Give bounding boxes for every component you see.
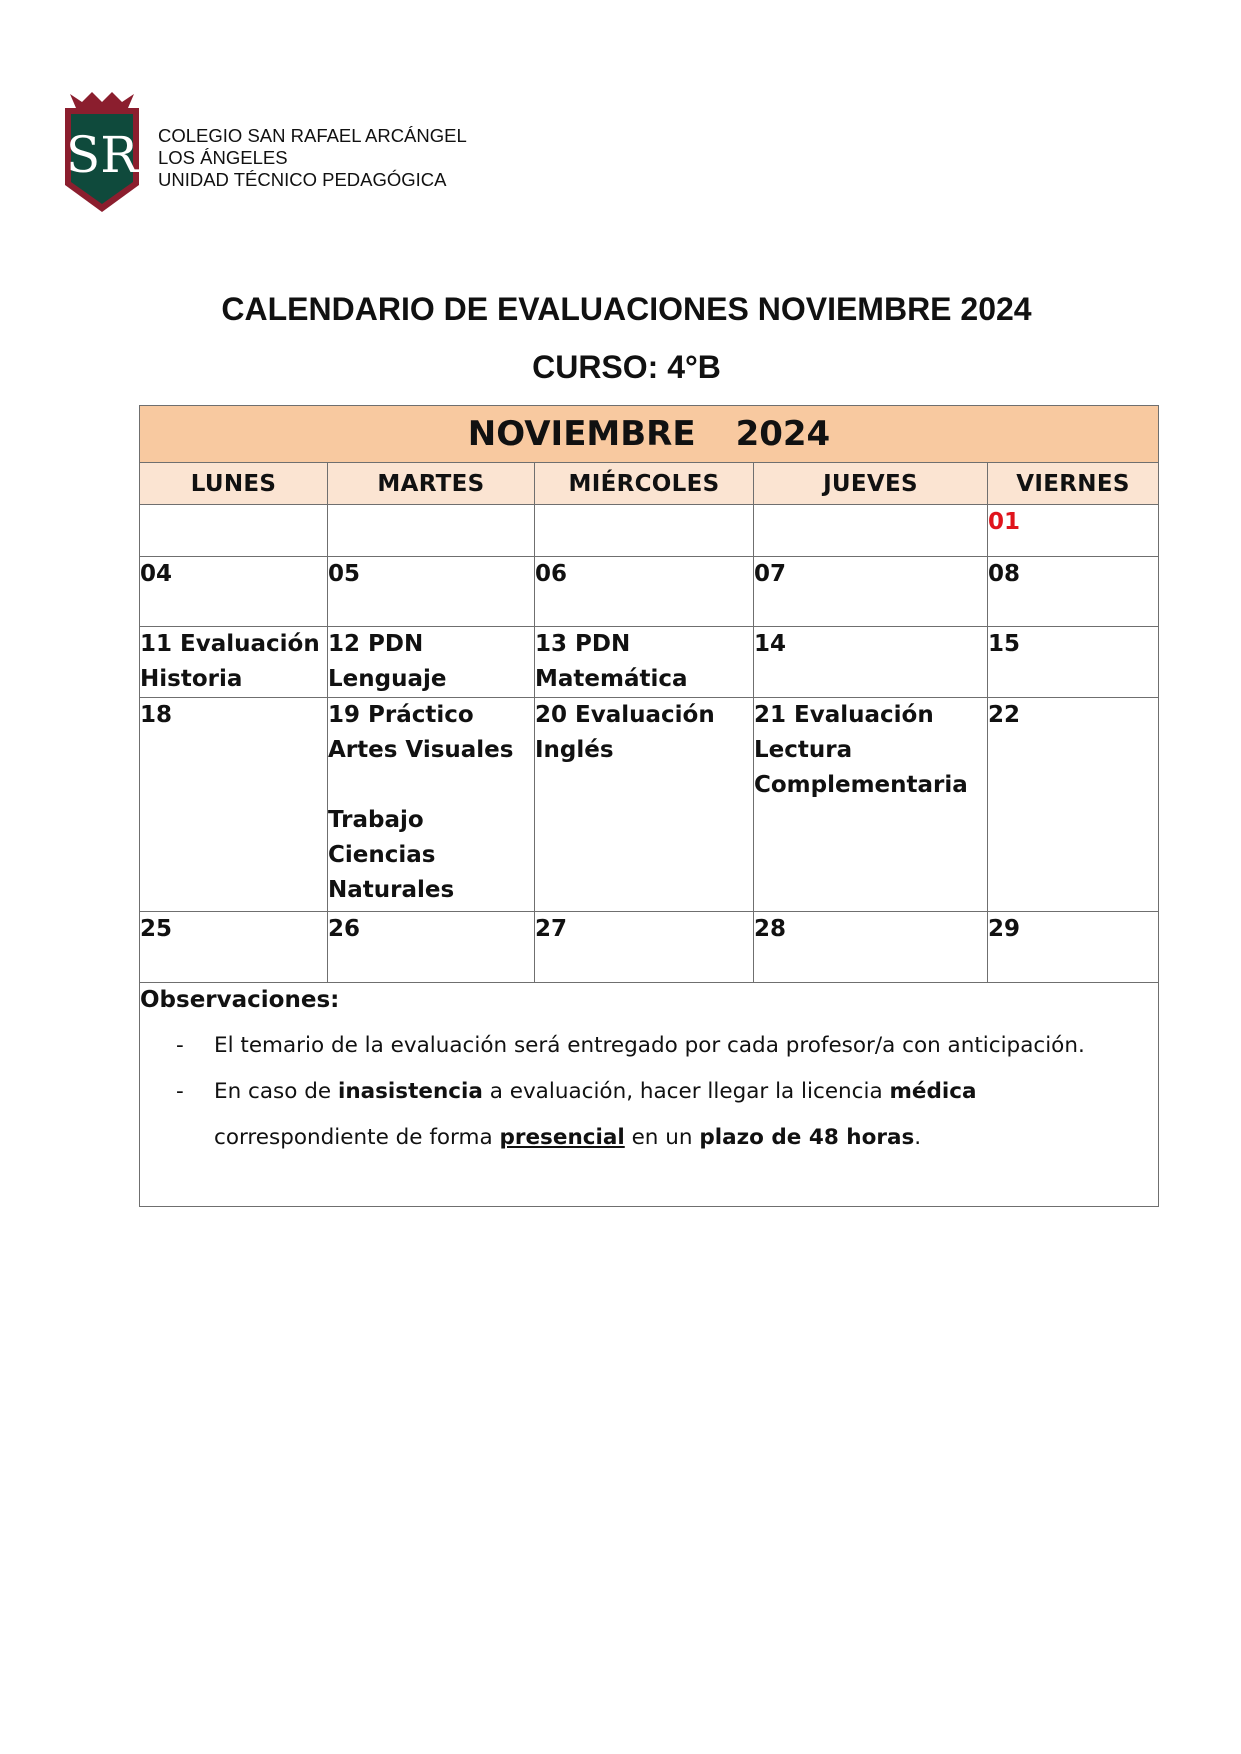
week-row (140, 627, 1159, 698)
day-cell-14 (754, 627, 988, 698)
observation-item (140, 1023, 1158, 1069)
day-cell-05 (328, 557, 535, 627)
day-number: 25 (140, 916, 173, 942)
day-cell-26 (328, 912, 535, 983)
observation-underlined-presencial: presencial (499, 1125, 625, 1150)
event-spacer (328, 768, 534, 803)
school-unit: UNIDAD TÉCNICO PEDAGÓGICA (158, 169, 447, 190)
month-header (140, 406, 1159, 463)
event-line: 20 Evaluación (535, 702, 715, 728)
day-number-holiday: 01 (988, 509, 1021, 535)
school-city: LOS ÁNGELES (158, 147, 288, 168)
observation-bold-absence: inasistencia (337, 1079, 483, 1104)
day-cell (140, 505, 328, 557)
weekday-friday: VIERNES (988, 463, 1159, 505)
weekday-monday: LUNES (140, 463, 328, 505)
observation-bold-deadline: plazo de 48 horas (699, 1125, 915, 1150)
event-line: 11 Evaluación (140, 631, 320, 657)
week-row (140, 912, 1159, 983)
day-cell-19 (328, 698, 535, 912)
day-cell-21 (754, 698, 988, 912)
day-cell (754, 505, 988, 557)
day-cell-06 (535, 557, 754, 627)
day-cell-12 (328, 627, 535, 698)
month-name: NOVIEMBRE (467, 414, 696, 454)
observation-text: El temario de la evaluación será entregado por cada profesor/a con anticipación. (214, 1033, 1085, 1058)
observation-bold-medical: médica (889, 1079, 977, 1104)
school-info (158, 125, 518, 191)
month-year: 2024 (735, 414, 831, 454)
weekday-thursday: JUEVES (754, 463, 988, 505)
day-cell-27 (535, 912, 754, 983)
day-number: 08 (988, 561, 1021, 587)
day-cell-07 (754, 557, 988, 627)
week-row (140, 698, 1159, 912)
day-cell-13 (535, 627, 754, 698)
day-number: 04 (140, 561, 173, 587)
weekday-wednesday: MIÉRCOLES (535, 463, 754, 505)
day-number: 18 (140, 702, 173, 728)
observation-text-part: . (914, 1125, 922, 1150)
observations-box (140, 983, 1159, 1207)
observation-item (140, 1069, 1158, 1161)
school-name: COLEGIO SAN RAFAEL ARCÁNGEL (158, 125, 467, 146)
observations-title: Observaciones: (140, 987, 340, 1013)
day-cell-01 (988, 505, 1159, 557)
event-line: Artes Visuales (328, 737, 514, 763)
event-line: 13 PDN (535, 631, 631, 657)
event-line: 21 Evaluación (754, 702, 934, 728)
day-cell (535, 505, 754, 557)
day-cell-28 (754, 912, 988, 983)
day-number: 05 (328, 561, 361, 587)
observation-text-part: correspondiente de forma (214, 1125, 500, 1150)
event-line: 12 PDN (328, 631, 424, 657)
event-line: Naturales (328, 877, 455, 903)
observation-text-part: en un (624, 1125, 700, 1150)
day-number: 07 (754, 561, 787, 587)
event-line: Lectura (754, 737, 853, 763)
day-cell-20 (535, 698, 754, 912)
day-cell-22 (988, 698, 1159, 912)
svg-text:SR: SR (66, 126, 138, 184)
day-cell-08 (988, 557, 1159, 627)
day-number: 14 (754, 631, 787, 657)
day-cell-29 (988, 912, 1159, 983)
day-cell-18 (140, 698, 328, 912)
day-number: 15 (988, 631, 1021, 657)
event-line: Matemática (535, 666, 688, 692)
observation-text-part: a evaluación, hacer llegar la licencia (482, 1079, 890, 1104)
school-crest-logo (62, 90, 142, 215)
day-number: 27 (535, 916, 568, 942)
day-cell-11 (140, 627, 328, 698)
day-number: 29 (988, 916, 1021, 942)
observations-list (140, 1023, 1158, 1161)
event-line: Complementaria (754, 772, 968, 798)
day-number: 06 (535, 561, 568, 587)
day-cell (328, 505, 535, 557)
course-label: CURSO: 4°B (532, 349, 721, 385)
day-cell-25 (140, 912, 328, 983)
week-row (140, 557, 1159, 627)
event-line: Trabajo (328, 807, 424, 833)
event-line: Historia (140, 666, 243, 692)
day-number: 28 (754, 916, 787, 942)
bullet-dash: - (176, 1033, 184, 1058)
bullet-dash: - (176, 1079, 184, 1104)
day-number: 22 (988, 702, 1021, 728)
week-row (140, 505, 1159, 557)
observation-text-part: En caso de (214, 1079, 338, 1104)
day-cell-15 (988, 627, 1159, 698)
event-line: 19 Práctico (328, 702, 474, 728)
day-cell-04 (140, 557, 328, 627)
document-title: CALENDARIO DE EVALUACIONES NOVIEMBRE 2024 (221, 291, 1032, 327)
observations-row (140, 983, 1159, 1207)
weekday-header-row (140, 463, 1159, 505)
evaluation-calendar (139, 405, 1159, 1207)
day-number: 26 (328, 916, 361, 942)
event-line: Inglés (535, 737, 614, 763)
weekday-tuesday: MARTES (328, 463, 535, 505)
event-line: Lenguaje (328, 666, 447, 692)
event-line: Ciencias (328, 842, 436, 868)
